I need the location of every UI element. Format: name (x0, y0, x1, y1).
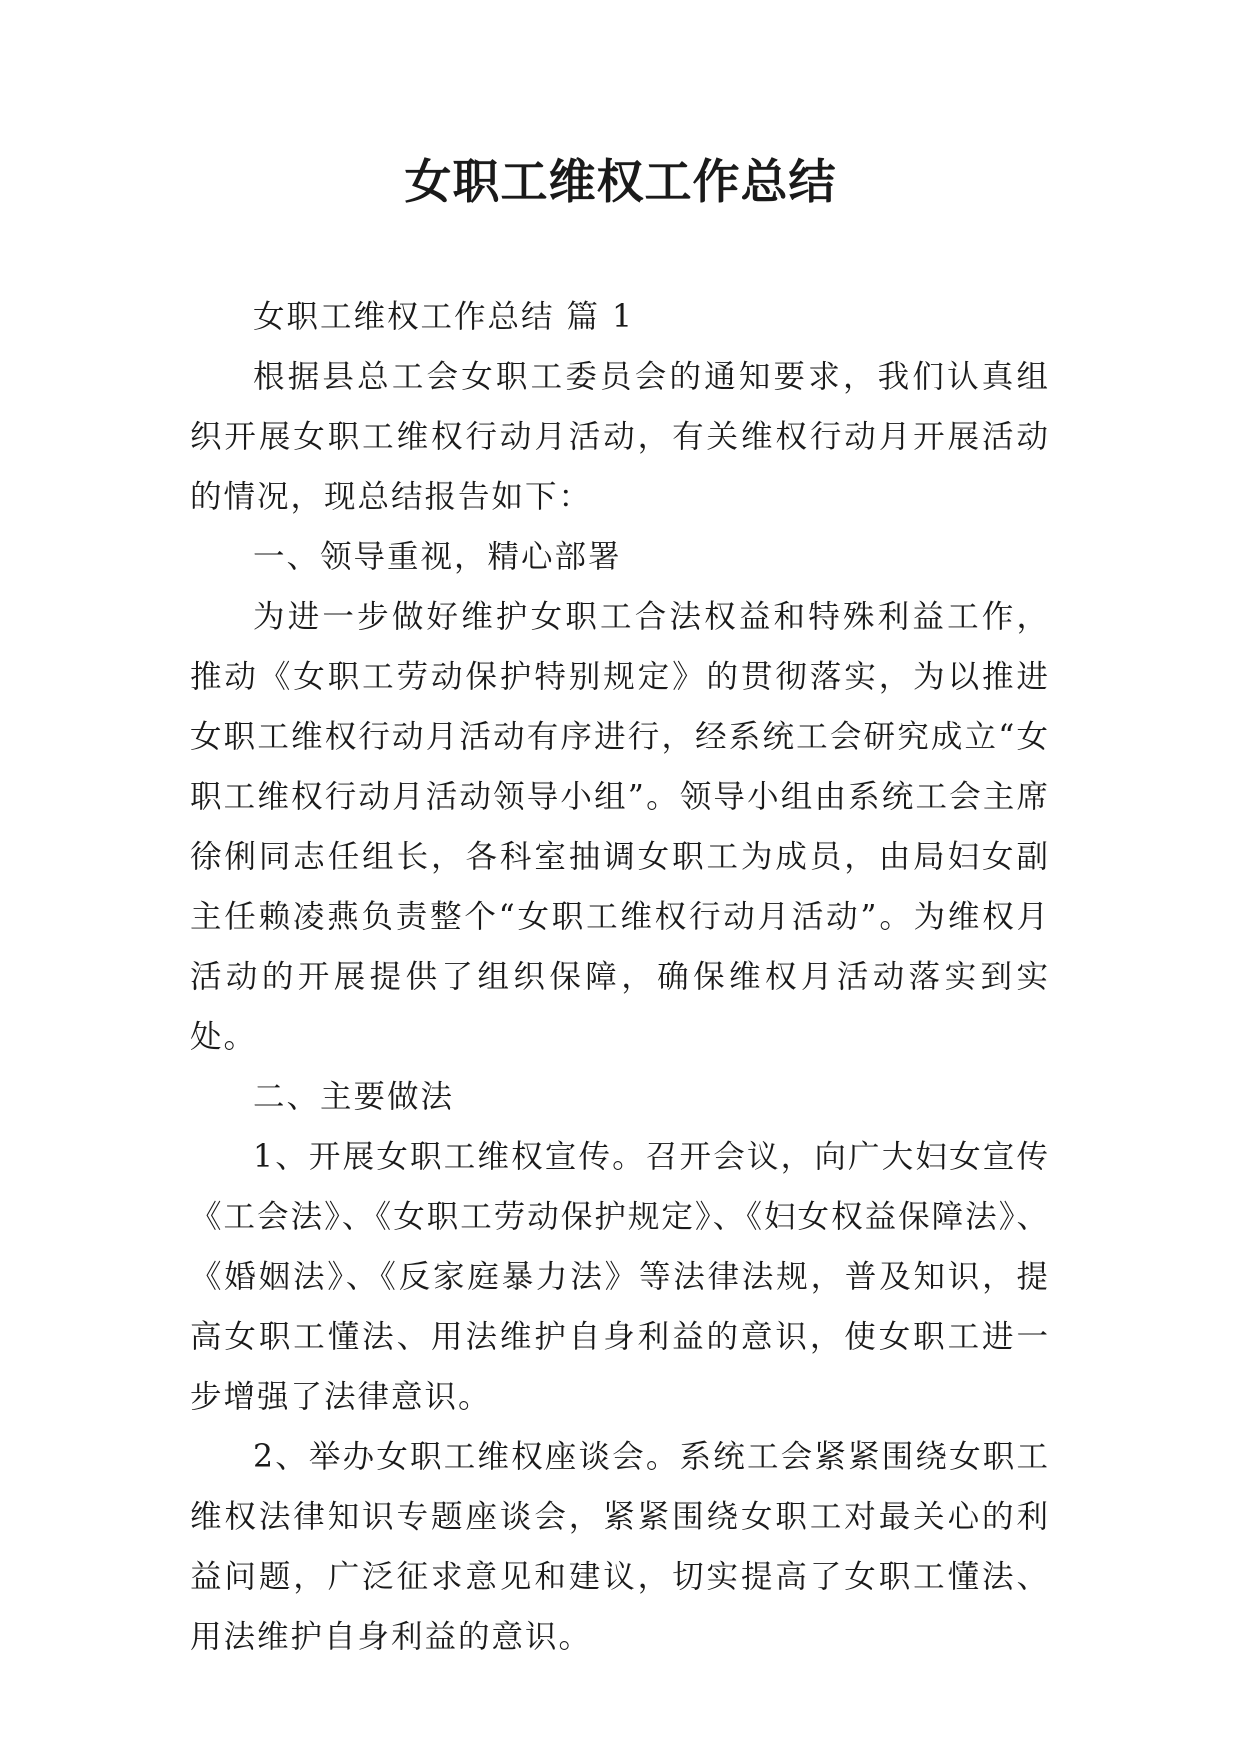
document-body (190, 287, 1050, 1667)
document-title: 女职工维权工作总结 (404, 155, 837, 210)
body-paragraph: 2、举办女职工维权座谈会。系统工会紧紧围绕女职工维权法律知识专题座谈会，紧紧围绕女职工对最关心的利益问题，广泛征求意见和建议，切实提高了女职工懂法、用法维护自身利益的意识。 (190, 1439, 1050, 1655)
body-paragraph: 1、开展女职工维权宣传。召开会议，向广大妇女宣传《工会法》、《女职工劳动保护规定》、《妇女权益保障法》、《婚姻法》、《反家庭暴力法》等法律法规，普及知识，提高女职工懂法、用法维护自身利益的意识，使女职工进一步增强了法律意识。 (190, 1139, 1050, 1415)
body-paragraph: 为进一步做好维护女职工合法权益和特殊利益工作，推动《女职工劳动保护特别规定》的贯彻落实，为以推进女职工维权行动月活动有序进行，经系统工会研究成立“女职工维权行动月活动领导小组”。领导小组由系统工会主席徐俐同志任组长，各科室抽调女职工为成员，由局妇女副主任赖凌燕负责整个“女职工维权行动月活动”。为维权月活动的开展提供了组织保障，确保维权月活动落实到实处。 (190, 599, 1050, 1055)
section-heading: 一、领导重视，精心部署 (253, 539, 622, 575)
intro-paragraph: 根据县总工会女职工委员会的通知要求，我们认真组织开展女职工维权行动月活动，有关维权行动月开展活动的情况，现总结报告如下： (190, 359, 1050, 515)
section-heading: 二、主要做法 (253, 1079, 455, 1115)
section-heading: 女职工维权工作总结 篇 1 (253, 299, 635, 335)
